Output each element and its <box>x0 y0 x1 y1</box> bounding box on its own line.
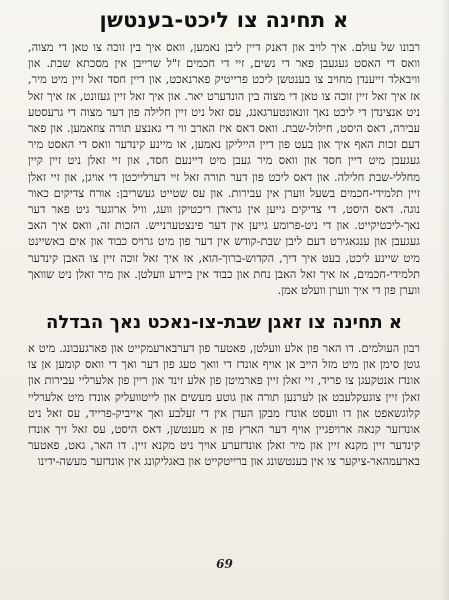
paragraph-candle-lighting: רבונו של עולם. איך לויב און דאנק דיין ליבן נאמען, וואס איך בין זוכה צו טאן די מצוה, וואס די האסט געגעבן פאר די נשים, זיי די חכמים ז"ל שרייבן אין מסכתא שבת. און וויבאלד זייענדן מחויב צו בענטשן ליכט פרייטיק פארנאכט, און דיין חסד זאל זיין מיט מיר, אז איך זאל זיין זוכה צו טאן די מצוה בין הונדערט יאר. און איך זאל זיין געזונט, אז איך זאל ניט אנצינדן די ליכט נאך זונאונטערגאנג, עס זאל ניט זיין חלילה פון דער מצוה די גרעסטע עבירה, דאס היסט, חילול-שבת. וואס דאס איז הארב ווי די גאנצע תורה צוזאמען. און פאר דעם זכות האף איך און בעט פון דיין הייליקן נאמען, או מיינע קינדער וואס די האסט מיר געגעבן מיט דיין חסד און וואס מיר געבן מיט דיינעם חסד, און זיי זאלן ניט זיין קיין מחללי-שבת חלילה. און דאס ליכט פון דער תורה זאל זיי דערלייכטן די אויגן, און זיי זאלן זיין תלמידי-חכמים בשעל ווערן אין עבירות. און עס שטייט געשריבן: אורח צדיקים כאור נוגה. דאס היסט, די צדיקים גייען אין גראדן ריכטיקן וועג, וויל ארוגער גיט פאר דער נאך-ליכטיקייט. און די ניט-פרומע גייען אין דער פינצטערנייש. הזכות זה, וואס איך האב געגעבן און ענגאגירט דעם ליבן שבת-קודש אין דער פון מיט גרויס כבוד און אים באשיינט מיט שיינע ליכט, בעט איך דיך, הקדוש-ברוך-הוא, אז איך זאל זוכה זיין צו האבן קינדער תלמידי-חכמים, אז איך זאל האבן נחת און כבוד אין ביידע וועלטן. און מיר זאלן ניט שוואך ווערן פון די איך ווערן וועלט אמן. <box>28 41 420 298</box>
page-edge-shadow <box>441 0 449 600</box>
paragraph-havdalah: רבון העולמים. דו האר פון אלע וועלטן, פאטער פון דערבארעמקייט און פארגעבונג. מיט א גוטן סימן און מיט מזל הייב אן אויף אונדז די וואך טעג פון דער ואך די וואס קומען אן צו אונדז אנטקעגן צו פריד, זיי זאלן זיין פארמיטן פון אלע זינד און ריין פון אלערליי עבירות און זאלן זיין צוגעקלעבט אן לערנען תורה און גוטע מעשים און לייטוועליק אונדז מיט אלערליי קלוגשאפט און דו וועסט אונדז מבקן העדן אין די זעלבע ואך אייביק-פרייד, עס זאל ניט אונדזער קנאה ארויפגיין אויף דער הארץ פון א מענטשן, דאס היסט, עס זאל זיך אונדז קינדער זיין מקנא זיין און מיר זאלן אונדזערע אויך ניט מקנא זיין. דו האר, גאט, פאטער בארעמהאר-ציקער צו אין בענטשונג און ברייטקייט און באגליקונג אין אונדזער מעשה-ידינו <box>28 342 420 469</box>
page-number: 69 <box>216 557 233 571</box>
section-body-havdalah <box>28 341 420 471</box>
section-title-havdalah: א תחינה צו זאגן שבת-צו-נאכט נאך הבדלה <box>46 312 402 333</box>
section-body-candle-lighting <box>28 40 420 299</box>
section-title-candle-lighting: א תחינה צו ליכט-בענטשן <box>99 8 349 32</box>
